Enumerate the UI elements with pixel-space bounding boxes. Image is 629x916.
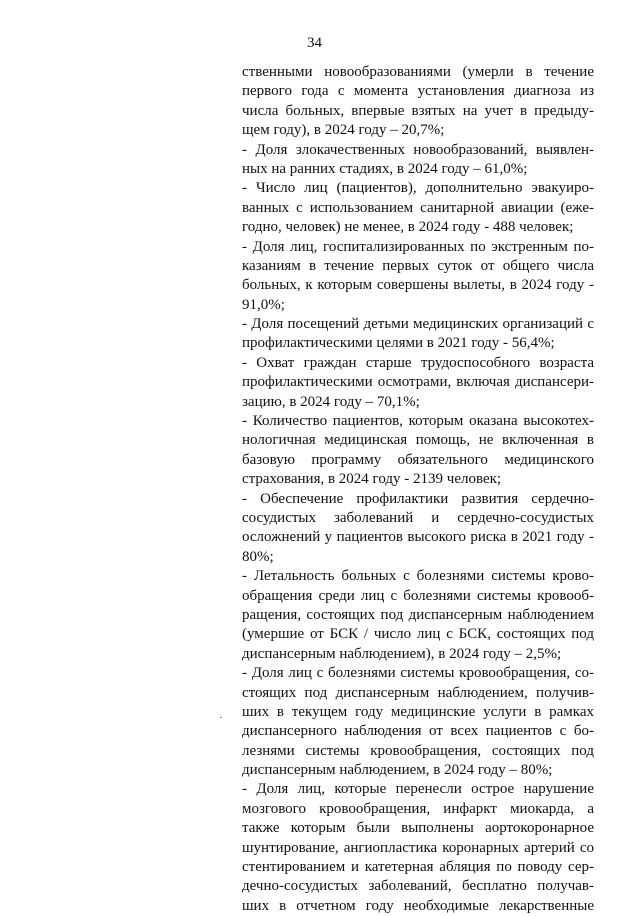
text-line: стоящих под диспансерным наблюдением, получив-	[242, 684, 594, 701]
text-line: числа больных, впервые взятых на учет в предыду-	[242, 102, 594, 119]
text-line: осложнений у пациентов высокого риска в 2021 году -	[242, 529, 594, 546]
text-line: 80%;	[242, 548, 274, 565]
text-line: также которым были выполнены аортокоронарное	[242, 820, 594, 837]
text-line: ных на ранних стадиях, в 2024 году – 61,0%;	[242, 160, 528, 177]
text-line: ственными новообразованиями (умерли в течение	[242, 64, 594, 80]
text-line: - Число лиц (пациентов), дополнительно эвакуиро-	[242, 180, 594, 197]
text-line: ших в текущем году медицинские услуги в рамках	[242, 703, 594, 720]
text-line: нологичная медицинская помощь, не включенная в	[242, 432, 594, 449]
margin-mark: ·	[219, 712, 223, 724]
text-line: профилактическими осмотрами, включая диспансери-	[242, 374, 594, 391]
text-line: (умершие от БСК / число лиц с БСК, состоящих под	[242, 626, 594, 643]
text-line: профилактическими целями в 2021 году - 56,4%;	[242, 335, 555, 352]
document-body	[242, 63, 594, 916]
text-line: дечно-сосудистых заболеваний, бесплатно получав-	[242, 878, 594, 895]
text-line: первого года с момента установления диагноза из	[242, 83, 594, 100]
text-line: - Доля лиц, которые перенесли острое нарушение	[242, 781, 594, 798]
text-line: - Обеспечение профилактики развития сердечно-	[242, 490, 594, 507]
text-line: - Летальность больных с болезнями системы крово-	[242, 568, 594, 585]
text-line: обращения среди лиц с болезнями системы кровооб-	[242, 587, 594, 604]
text-line: ших в отчетном году необходимые лекарственные	[242, 897, 594, 914]
text-line: 91,0%;	[242, 296, 285, 313]
text-line: больных, к которым совершены вылеты, в 2024 году -	[242, 277, 594, 294]
text-line: - Доля лиц с болезнями системы кровообращения, со-	[242, 665, 594, 682]
text-line: - Доля посещений детьми медицинских организаций с	[242, 316, 594, 333]
text-line: сосудистых заболеваний и сердечно-сосудистых	[242, 509, 594, 526]
text-line: диспансерного наблюдения от всех пациентов с бо-	[242, 723, 594, 740]
text-line: мозгового кровообращения, инфаркт миокарда, а	[242, 800, 594, 817]
text-line: ванных с использованием санитарной авиации (еже-	[242, 199, 594, 216]
text-line: годно, человек) не менее, в 2024 году - 488 человек;	[242, 219, 574, 236]
text-line: казаниям в течение первых суток от общего числа	[242, 257, 594, 274]
text-line: базовую программу обязательного медицинского	[242, 451, 594, 468]
text-line: - Охват граждан старше трудоспособного возраста	[242, 354, 594, 371]
text-line: щем году), в 2024 году – 20,7%;	[242, 122, 445, 139]
page-number: 34	[307, 35, 322, 51]
text-line: страхования, в 2024 году - 2139 человек;	[242, 471, 502, 488]
text-line: диспансерным наблюдением, в 2024 году – 80%;	[242, 762, 553, 779]
text-line: шунтирование, ангиопластика коронарных артерий со	[242, 839, 594, 856]
text-line: диспансерным наблюдением), в 2024 году – 2,5%;	[242, 645, 562, 662]
text-line: - Доля лиц, госпитализированных по экстренным по-	[242, 238, 594, 255]
text-line: лезнями системы кровообращения, состоящих под	[242, 742, 594, 759]
text-line: - Количество пациентов, которым оказана высокотех-	[242, 413, 594, 430]
text-line: стентированием и катетерная абляция по поводу сер-	[242, 859, 594, 876]
text-line: зацию, в 2024 году – 70,1%;	[242, 393, 420, 410]
text-line: - Доля злокачественных новообразований, выявлен-	[242, 141, 594, 158]
text-line: ращения, состоящих под диспансерным наблюдением	[242, 606, 594, 623]
